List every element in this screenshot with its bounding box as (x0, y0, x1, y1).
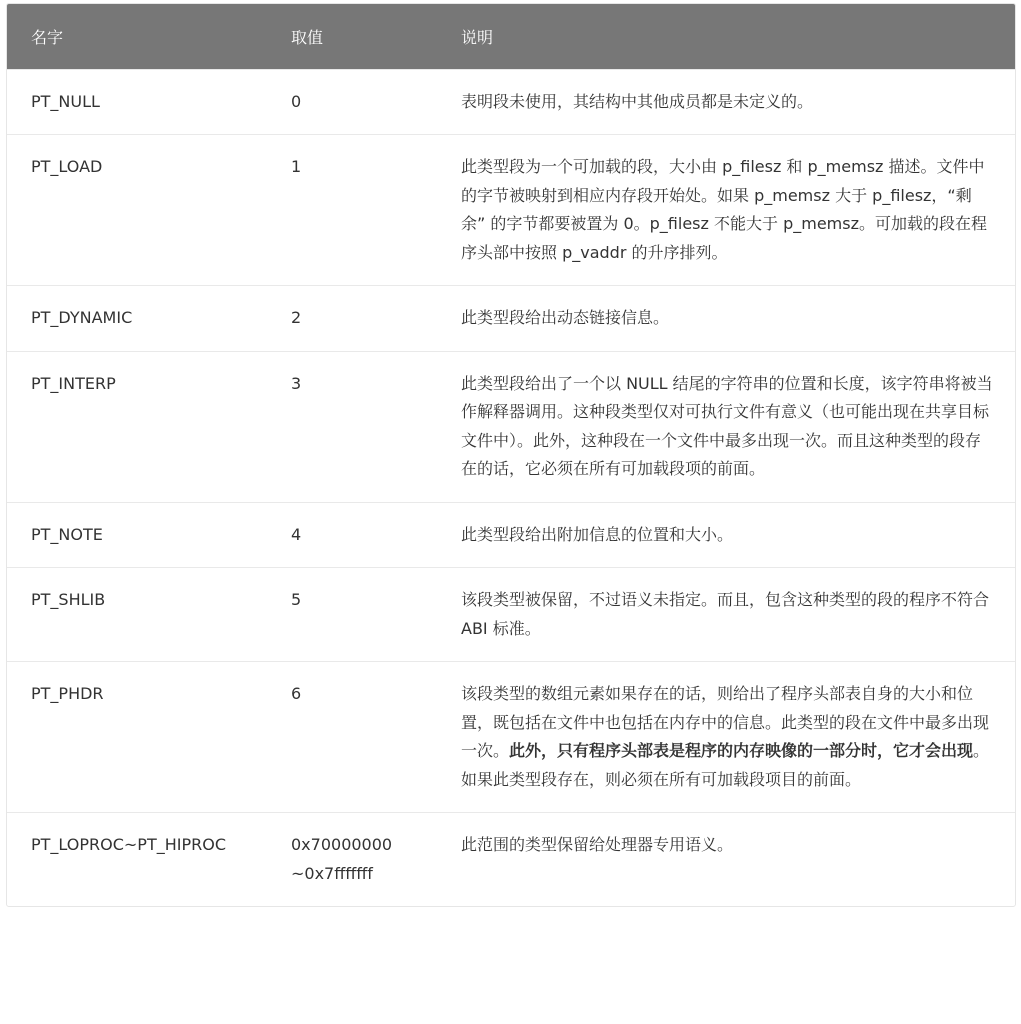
table-body (7, 69, 1015, 906)
desc-text: 该段类型的数组元素如果存在的话，则给出了程序头部表自身的大小和位置，既包括在文件中也包括在内存中的信息。此类型的段在文件中最多出现一次。 (461, 684, 990, 760)
cell-desc (437, 662, 1015, 813)
desc-text: 。如果此类型段存在，则必须在所有可加载段项目的前面。 (461, 741, 990, 789)
cell-desc: 此类型段给出动态链接信息。 (437, 286, 1015, 352)
table-row (7, 135, 1015, 286)
table-row (7, 662, 1015, 813)
cell-desc: 此类型段为一个可加载的段，大小由 p_filesz 和 p_memsz 描述。文件中的字节被映射到相应内存段开始处。如果 p_memsz 大于 p_filesz，“剩余” 的字节都要被置为 0。p_filesz 不能大于 p_memsz。可加载的段在程序头部中按照 p_vaddr 的升序排列。 (437, 135, 1015, 286)
cell-desc: 此范围的类型保留给处理器专用语义。 (437, 813, 1015, 907)
cell-value: 2 (267, 286, 437, 352)
desc-bold-text: 此外，只有程序头部表是程序的内存映像的一部分时，它才会出现 (509, 741, 974, 760)
cell-desc: 该段类型被保留，不过语义未指定。而且，包含这种类型的段的程序不符合 ABI 标准。 (437, 568, 1015, 662)
cell-name: PT_PHDR (7, 662, 267, 813)
table-row (7, 568, 1015, 662)
cell-name: PT_NOTE (7, 502, 267, 568)
cell-name: PT_LOAD (7, 135, 267, 286)
cell-value: 5 (267, 568, 437, 662)
table-row (7, 286, 1015, 352)
header-value: 取值 (291, 27, 324, 47)
cell-value (267, 813, 437, 907)
table-row (7, 813, 1015, 907)
cell-name: PT_INTERP (7, 351, 267, 502)
table-row (7, 69, 1015, 135)
cell-desc: 表明段未使用，其结构中其他成员都是未定义的。 (437, 69, 1015, 135)
cell-value: 4 (267, 502, 437, 568)
cell-name: PT_DYNAMIC (7, 286, 267, 352)
value-line: 0x70000000 (291, 835, 393, 854)
cell-value: 3 (267, 351, 437, 502)
cell-value: 0 (267, 69, 437, 135)
cell-desc: 此类型段给出了一个以 NULL 结尾的字符串的位置和长度，该字符串将被当作解释器调用。这种段类型仅对可执行文件有意义（也可能出现在共享目标文件中）。此外，这种段在一个文件中最多出现一次。而且这种类型的段存在的话，它必须在所有可加载段项的前面。 (437, 351, 1015, 502)
program-header-type-table (6, 3, 1016, 907)
table-row (7, 351, 1015, 502)
header-desc: 说明 (461, 27, 494, 47)
cell-name: PT_LOPROC~PT_HIPROC (7, 813, 267, 907)
cell-value: 1 (267, 135, 437, 286)
data-table (7, 4, 1015, 906)
cell-value: 6 (267, 662, 437, 813)
table-header (7, 4, 1015, 69)
header-name: 名字 (31, 27, 64, 47)
table-row (7, 502, 1015, 568)
value-line: ~0x7fffffff (291, 863, 373, 883)
cell-name: PT_NULL (7, 69, 267, 135)
cell-desc: 此类型段给出附加信息的位置和大小。 (437, 502, 1015, 568)
cell-name: PT_SHLIB (7, 568, 267, 662)
header-row (7, 4, 1015, 69)
